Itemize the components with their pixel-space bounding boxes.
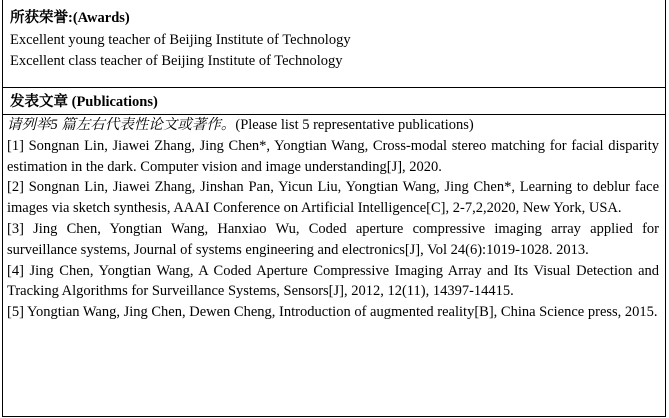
awards-heading: 所获荣誉:(Awards) xyxy=(10,10,130,26)
publication-item: [1] Songnan Lin, Jiawei Zhang, Jing Chen*, Yongtian Wang, Cross-modal stereo matching for facial disparity estimation in the dark. Computer vision and image understanding[J], 2020. xyxy=(7,137,659,175)
publication-item: [2] Songnan Lin, Jiawei Zhang, Jinshan Pan, Yicun Liu, Yongtian Wang, Jing Chen*, Learning to deblur face images via sketch synthesis, AAAI Conference on Artificial Intelligence[C], 2-7,2,2020, New York, USA. xyxy=(7,179,659,217)
publication-item: [5] Yongtian Wang, Jing Chen, Dewen Cheng, Introduction of augmented reality[B], China Science press, 2015. xyxy=(7,304,658,321)
publications-heading: 发表文章 (Publications) xyxy=(10,94,158,110)
publication-item: [4] Jing Chen, Yongtian Wang, A Coded Aperture Compressive Imaging Array and Its Visual Detection and Tracking Algorithms for Surveillance Systems, Sensors[J], 2012, 12(11), 14397-14415. xyxy=(7,262,659,300)
publication-item: [3] Jing Chen, Yongtian Wang, Hanxiao Wu, Coded aperture compressive imaging array applied for surveillance systems, Journal of systems engineering and electronics[J], Vol 24(6):1019-1028. 2013. xyxy=(7,220,659,258)
award-item: Excellent class teacher of Beijing Institute of Technology xyxy=(10,53,343,69)
publications-instruction xyxy=(7,115,659,136)
award-item: Excellent young teacher of Beijing Institute of Technology xyxy=(10,32,351,48)
instruction-english: (Please list 5 representative publications) xyxy=(235,117,474,133)
awards-section xyxy=(3,0,665,88)
publications-heading-row xyxy=(3,89,665,115)
publications-list xyxy=(7,115,659,323)
instruction-chinese: 请列举5 篇左右代表性论文或著作。 xyxy=(7,117,236,133)
